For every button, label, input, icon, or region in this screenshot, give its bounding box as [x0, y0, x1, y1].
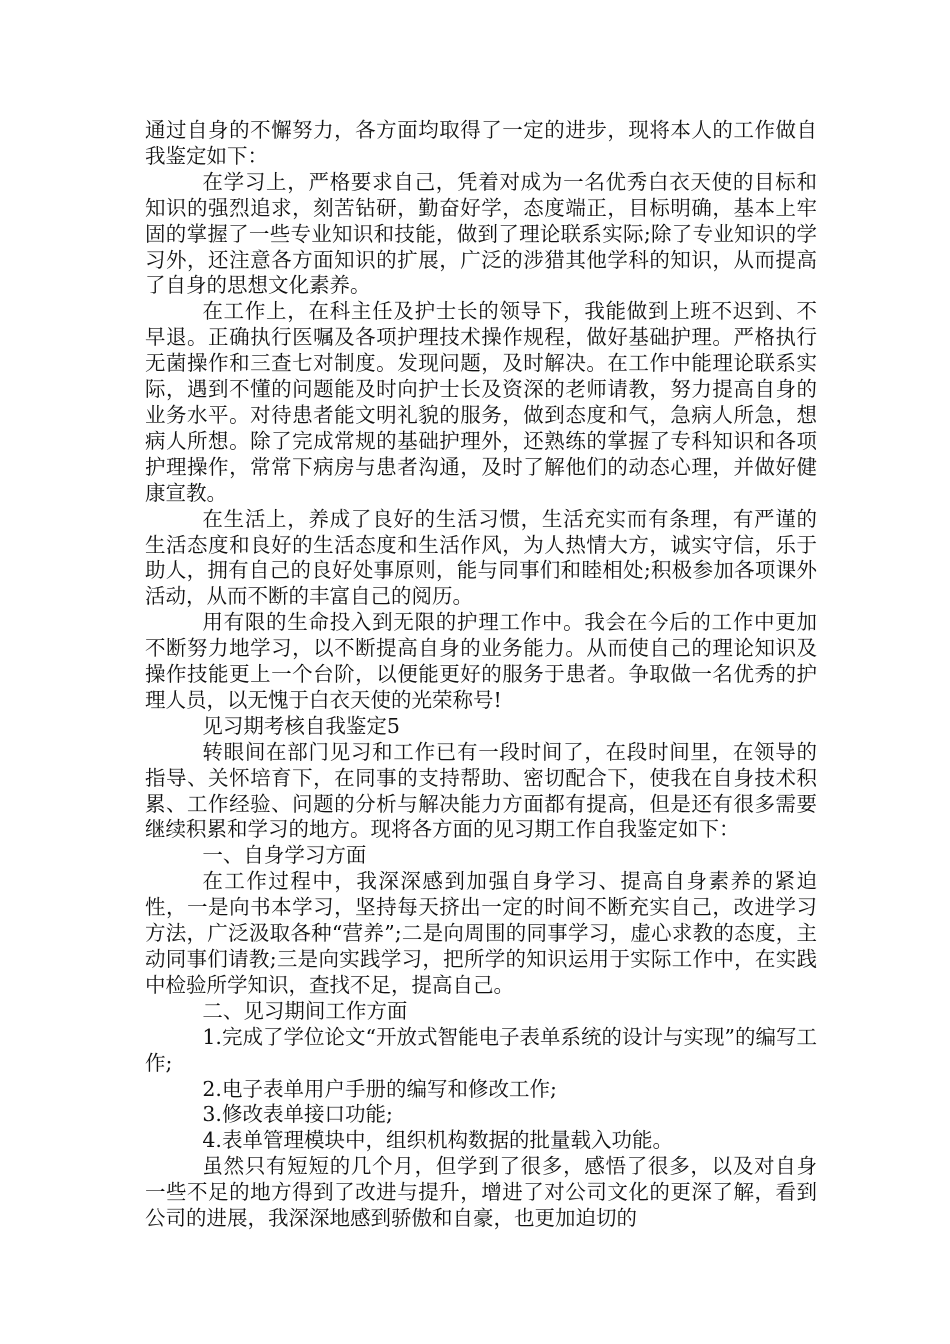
paragraph: 通过自身的不懈努力，各方面均取得了一定的进步，现将本人的工作做自我鉴定如下： [145, 118, 817, 168]
paragraph: 用有限的生命投入到无限的护理工作中。我会在今后的工作中更加不断努力地学习，以不断提高自身的业务能力。从而使自己的理论知识及操作技能更上一个台阶，以便能更好的服务于患者。争取做一名优秀的护理人员，以无愧于白衣天使的光荣称号! [145, 610, 817, 712]
document-body [145, 118, 817, 1232]
paragraph: 虽然只有短短的几个月，但学到了很多，感悟了很多，以及对自身一些不足的地方得到了改进与提升，增进了对公司文化的更深了解，看到公司的进展，我深深地感到骄傲和自豪，也更加迫切的 [145, 1154, 817, 1231]
paragraph: 在学习上，严格要求自己，凭着对成为一名优秀白衣天使的目标和知识的强烈追求，刻苦钻研，勤奋好学，态度端正，目标明确，基本上牢固的掌握了一些专业知识和技能，做到了理论联系实际;除了专业知识的学习外，还注意各方面知识的扩展，广泛的涉猎其他学科的知识，从而提高了自身的思想文化素养。 [145, 169, 817, 298]
subsection-heading: 一、自身学习方面 [202, 843, 367, 868]
list-item: 1.完成了学位论文“开放式智能电子表单系统的设计与实现”的编写工作; [145, 1024, 817, 1075]
list-item: 4.表单管理模块中，组织机构数据的批量载入功能。 [202, 1128, 673, 1153]
list-item: 2.电子表单用户手册的编写和修改工作; [202, 1076, 557, 1101]
subsection-heading: 二、见习期间工作方面 [202, 998, 408, 1023]
section-heading: 见习期考核自我鉴定5 [202, 713, 400, 738]
paragraph: 转眼间在部门见习和工作已有一段时间了，在段时间里，在领导的指导、关怀培育下，在同事的支持帮助、密切配合下，使我在自身技术积累、工作经验、问题的分析与解决能力方面都有提高，但是还有很多需要继续积累和学习的地方。现将各方面的见习期工作自我鉴定如下： [145, 739, 817, 842]
paragraph: 在工作上，在科主任及护士长的领导下，我能做到上班不迟到、不早退。正确执行医嘱及各项护理技术操作规程，做好基础护理。严格执行无菌操作和三查七对制度。发现问题，及时解决。在工作中能理论联系实际，遇到不懂的问题能及时向护士长及资深的老师请教，努力提高自身的业务水平。对待患者能文明礼貌的服务，做到态度和气，急病人所急，想病人所想。除了完成常规的基础护理外，还熟练的掌握了专科知识和各项护理操作，常常下病房与患者沟通，及时了解他们的动态心理，并做好健康宣教。 [145, 299, 817, 505]
list-item: 3.修改表单接口功能; [202, 1102, 393, 1127]
paragraph: 在工作过程中，我深深感到加强自身学习、提高自身素养的紧迫性，一是向书本学习，坚持每天挤出一定的时间不断充实自己，改进学习方法，广泛汲取各种“营养”;二是向周围的同事学习，虚心求教的态度，主动同事们请教;三是向实践学习，把所学的知识运用于实际工作中，在实践中检验所学知识，查找不足，提高自己。 [145, 869, 817, 997]
paragraph: 在生活上，养成了良好的生活习惯，生活充实而有条理，有严谨的生活态度和良好的生活态度和生活作风，为人热情大方，诚实守信，乐于助人，拥有自己的良好处事原则，能与同事们和睦相处;积极参加各项课外活动，从而不断的丰富自己的阅历。 [145, 506, 817, 609]
